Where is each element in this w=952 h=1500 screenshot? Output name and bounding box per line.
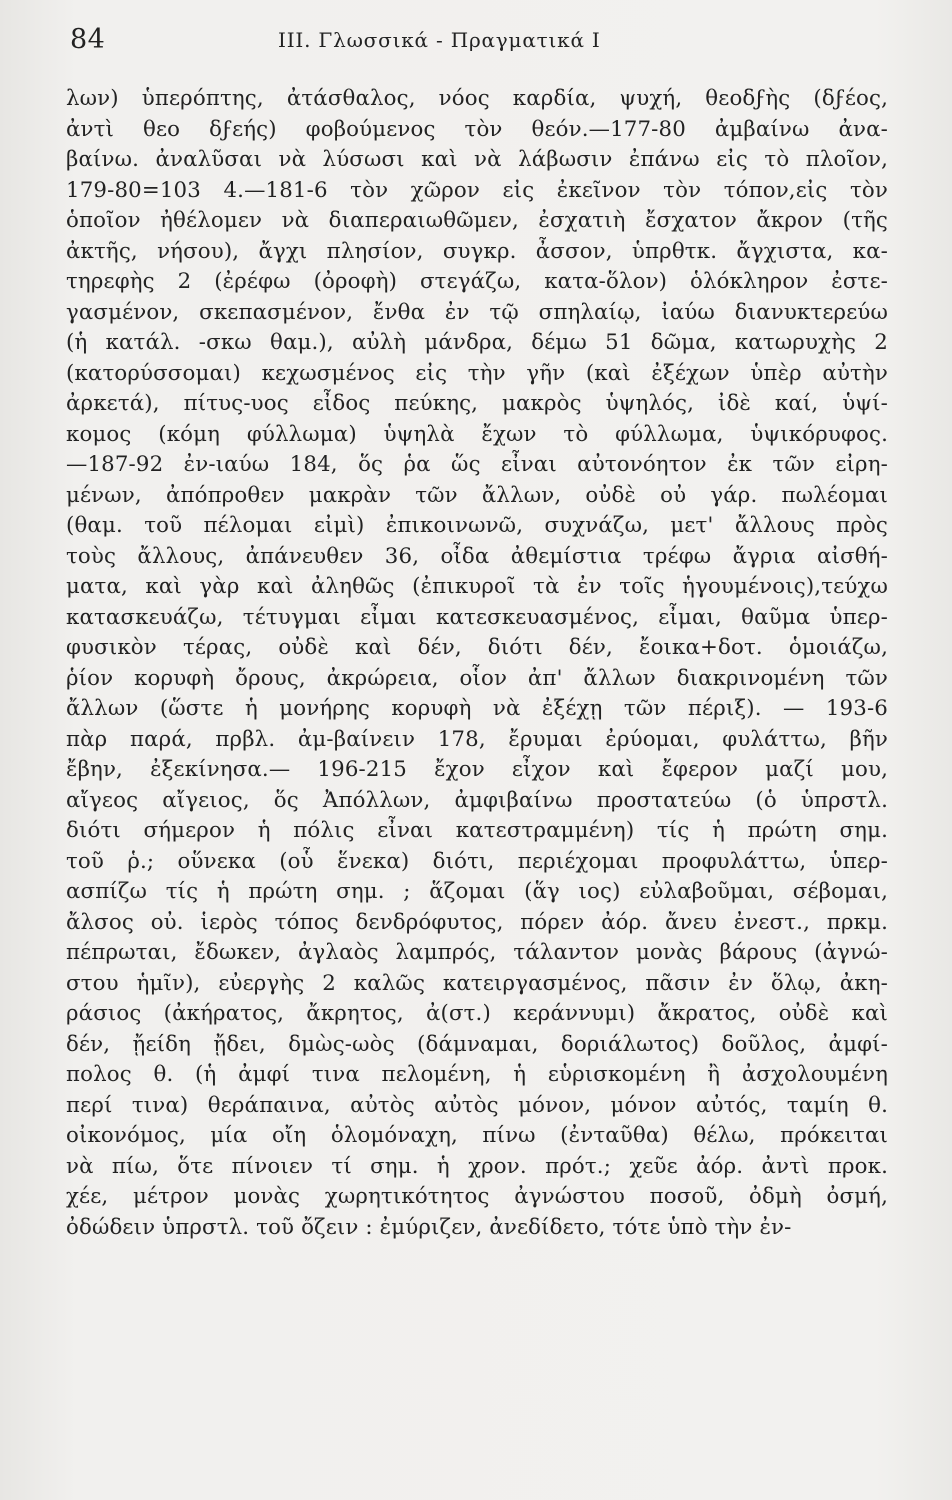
text-line: πέπρωται, ἔδωκεν, ἀγλαὸς λαμπρός, τάλαντον μονὰς βάρους (ἀγνώ- xyxy=(66,940,888,965)
text-line: αἴγεος αἴγειος, ὅς Ἀπόλλων, ἀμφιβαίνω προστατεύω (ὁ ὑπρστλ. xyxy=(66,787,888,813)
text-line: ἄλλων (ὥστε ἡ μονήρης κορυφὴ νὰ ἐξέχῃ τῶν πέριξ). — 193-6 xyxy=(66,696,888,721)
text-line: ἄλσος οὐ. ἱερὸς τόπος δενδρόφυτος, πόρεν ἀόρ. ἄνευ ἐνεστ., πρκμ. xyxy=(66,909,888,935)
text-line: οἰκονόμος, μία οἴη ὁλομόναχη, πίνω (ἐνταῦθα) θέλω, πρόκειται xyxy=(66,1123,888,1148)
text-line: 179-80=103 4.—181-6 τὸν χῶρον εἰς ἐκεῖνον τὸν τόπον,εἰς τὸν xyxy=(66,177,888,203)
text-line: —187-92 ἐν-ιαύω 184, ὅς ῥα ὥς εἶναι αὐτονόητον ἐκ τῶν εἰρη- xyxy=(66,452,888,477)
text-line: νὰ πίω, ὅτε πίνοιεν τί σημ. ἡ χρον. πρότ.; χεῦε ἀόρ. ἀντὶ προκ. xyxy=(66,1153,888,1179)
text-line: ἀρκετά), πίτυς-υος εἶδος πεύκης, μακρὸς ὑψηλός, ἰδὲ καί, ὑψί- xyxy=(66,391,888,416)
text-line: ασπίζω τίς ἡ πρώτη σημ. ; ἅζομαι (ἅγ ιος) εὐλαβοῦμαι, σέβομαι, xyxy=(66,879,888,904)
commentary-text xyxy=(66,84,888,1243)
text-line: ῥίον κορυφὴ ὄρους, ἀκρώρεια, οἷον ἀπ' ἄλλων διακρινομένη τῶν xyxy=(66,665,888,691)
text-line: (θαμ. τοῦ πέλομαι εἰμὶ) ἐπικοινωνῶ, συχνάζω, μετ' ἄλλους πρὸς xyxy=(66,513,888,538)
page-header xyxy=(70,24,890,64)
text-line: φυσικὸν τέρας, οὐδὲ καὶ δέν, διότι δέν, ἔοικα+δοτ. ὁμοιάζω, xyxy=(66,635,888,660)
text-line: ὀδώδειν ὑπρστλ. τοῦ ὄζειν : ἐμύριζεν, ἀνεδίδετο, τότε ὑπὸ τὴν ἐν- xyxy=(66,1214,792,1240)
text-line: ἀντὶ θεο δϝεής) φοβούμενος τὸν θεόν.—177-80 ἀμβαίνω ἀνα- xyxy=(66,116,888,142)
text-line: (ἡ κατάλ. -σκω θαμ.), αὐλὴ μάνδρα, δέμω 51 δῶμα, κατωρυχὴς 2 xyxy=(66,330,888,355)
text-line: βαίνω. ἀναλῦσαι νὰ λύσωσι καὶ νὰ λάβωσιν ἐπάνω εἰς τὸ πλοῖον, xyxy=(66,147,888,172)
text-line: μένων, ἀπόπροθεν μακρὰν τῶν ἄλλων, οὐδὲ οὐ γάρ. πωλέομαι xyxy=(66,482,888,508)
text-line: πολος θ. (ἡ ἀμφί τινα πελομένη, ἡ εὑρισκομένη ἢ ἀσχολουμένη xyxy=(66,1062,888,1087)
text-line: (κατορύσσομαι) κεχωσμένος εἰς τὴν γῆν (καὶ ἐξέχων ὑπὲρ αὐτὴν xyxy=(66,360,888,386)
text-line: τοὺς ἄλλους, ἀπάνευθεν 36, οἶδα ἀθεμίστια τρέφω ἄγρια αἰσθή- xyxy=(66,543,888,569)
text-line: κομος (κόμη φύλλωμα) ὑψηλὰ ἔχων τὸ φύλλωμα, ὑψικόρυφος. xyxy=(66,421,888,447)
text-line: ματα, καὶ γὰρ καὶ ἀληθῶς (ἐπικυροῖ τὰ ἐν τοῖς ἡγουμένοις),τεύχω xyxy=(66,574,888,599)
text-line: πὰρ παρά, πρβλ. ἀμ-βαίνειν 178, ἔρυμαι ἐρύομαι, φυλάττω, βῆν xyxy=(66,726,888,752)
page-number: 84 xyxy=(70,24,106,55)
running-head: III. Γλωσσικά - Πραγματικά I xyxy=(278,28,601,52)
text-line: ἔβην, ἐξεκίνησα.— 196-215 ἔχον εἶχον καὶ ἔφερον μαζί μου, xyxy=(66,757,888,782)
text-line: κατασκευάζω, τέτυγμαι εἶμαι κατεσκευασμένος, εἶμαι, θαῦμα ὑπερ- xyxy=(66,604,888,630)
text-line: στου ἡμῖν), εὐεργὴς 2 καλῶς κατειργασμένος, πᾶσιν ἐν ὅλῳ, ἀκη- xyxy=(66,970,888,996)
text-line: τηρεφὴς 2 (ἐρέφω (ὀροφὴ) στεγάζω, κατα-ὅλον) ὁλόκληρον ἐστε- xyxy=(66,269,888,294)
text-line: γασμένον, σκεπασμένον, ἔνθα ἐν τῷ σπηλαίῳ, ἰαύω διανυκτερεύω xyxy=(66,299,888,325)
text-line: ράσιος (ἀκήρατος, ἄκρητος, ἀ(στ.) κεράννυμι) ἄκρατος, οὐδὲ καὶ xyxy=(66,1001,888,1026)
text-line: τοῦ ῥ.; οὕνεκα (οὗ ἕνεκα) διότι, περιέχομαι προφυλάττω, ὑπερ- xyxy=(66,848,888,874)
text-line: δέν, ᾔείδη ᾔδει, δμὼς-ωὸς (δάμναμαι, δοριάλωτος) δοῦλος, ἀμφί- xyxy=(66,1031,888,1057)
text-line: περί τινα) θεράπαινα, αὐτὸς αὐτὸς μόνον, μόνον αὐτός, ταμίη θ. xyxy=(66,1092,888,1118)
text-line: διότι σήμερον ἡ πόλις εἶναι κατεστραμμένη) τίς ἡ πρώτη σημ. xyxy=(66,818,888,843)
text-line: ὁποῖον ἠθέλομεν νὰ διαπεραιωθῶμεν, ἐσχατιὴ ἔσχατον ἄκρον (τῆς xyxy=(66,208,888,233)
text-line: λων) ὑπερόπτης, ἀτάσθαλος, νόος καρδία, ψυχή, θεοδϝὴς (δϝέος, xyxy=(66,86,888,111)
text-line: ἀκτῆς, νήσου), ἄγχι πλησίον, συγκρ. ἆσσον, ὑπρθτκ. ἄγχιστα, κα- xyxy=(66,238,888,264)
text-line: χέε, μέτρον μονὰς χωρητικότητος ἀγνώστου ποσοῦ, ὀδμὴ ὀσμή, xyxy=(66,1184,888,1209)
